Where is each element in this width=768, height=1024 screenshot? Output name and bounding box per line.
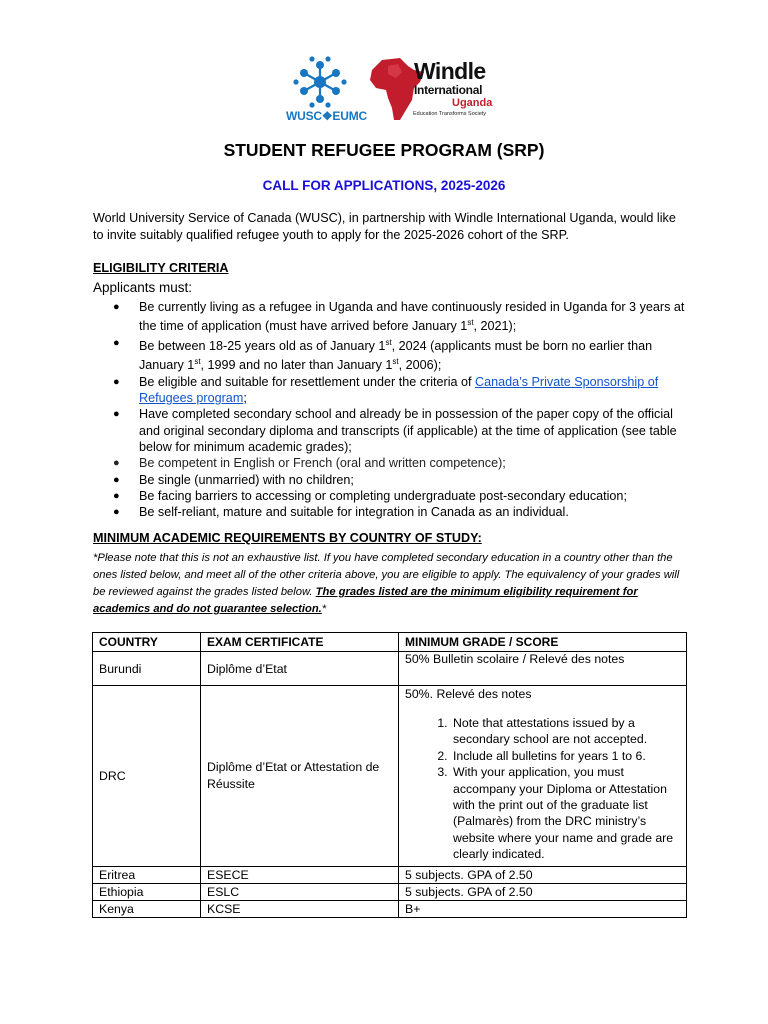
country-cell: Ethiopia xyxy=(93,884,201,901)
bullet-icon: ● xyxy=(113,457,120,470)
certificate-cell: ESECE xyxy=(201,867,399,884)
windle-wordmark: Windle xyxy=(414,58,486,84)
table-row xyxy=(93,686,687,867)
list-item: ● Be between 18-25 years old as of January 1st, 2024 (applicants must be born no earlier than January 1st, 1999 and no later than January 1st, 2006); xyxy=(113,336,653,373)
grade-cell: 5 subjects. GPA of 2.50 xyxy=(399,884,687,901)
table-header-row xyxy=(93,633,687,652)
requirements-table xyxy=(92,632,687,918)
eligibility-heading: ELIGIBILITY CRITERIA xyxy=(93,261,229,275)
call-for-applications-heading: CALL FOR APPLICATIONS, 2025-2026 xyxy=(262,178,506,193)
eligibility-list xyxy=(113,299,688,520)
applicants-must-label: Applicants must: xyxy=(93,280,193,295)
table-row xyxy=(93,901,687,918)
list-item: ● Be self-reliant, mature and suitable for integration in Canada as an individual. xyxy=(113,505,569,520)
bullet-icon: ● xyxy=(113,408,120,421)
certificate-cell: Diplôme d’Etat xyxy=(201,652,399,686)
bullet-icon: ● xyxy=(113,336,120,349)
document-title: STUDENT REFUGEE PROGRAM (SRP) xyxy=(223,140,545,160)
list-item: 1. Note that attestations issued by a secondary school are not accepted. xyxy=(451,715,680,748)
country-cell: Kenya xyxy=(93,901,201,918)
grade-cell: 50%. Relevé des notes 1. Note that attestations issued by a secondary school are not accepted. 2. Include all bulletins for years 1 to 6. 3. With your application, you must accompany your Diploma or Attestation with the print out of the graduate list (Palmarès) from the DRC ministry’s website where your name and grade are clearly indicated. xyxy=(399,686,687,867)
grade-cell: B+ xyxy=(399,901,687,918)
list-item: ● Be competent in English or French (oral and written competence); xyxy=(113,456,506,471)
column-header: MINIMUM GRADE / SCORE xyxy=(399,633,687,652)
sponsorship-program-link[interactable]: Canada’s Private Sponsorship of Refugees program xyxy=(139,374,659,406)
column-header: COUNTRY xyxy=(93,633,201,652)
windle-uganda: Uganda xyxy=(452,97,493,109)
certificate-cell: Diplôme d’Etat or Attestation de Réussite xyxy=(201,686,399,867)
windle-international: International xyxy=(414,83,483,97)
table-row xyxy=(93,867,687,884)
grade-cell: 5 subjects. GPA of 2.50 xyxy=(399,867,687,884)
bullet-icon: ● xyxy=(113,506,120,519)
country-cell: Eritrea xyxy=(93,867,201,884)
list-item: ● Be currently living as a refugee in Uganda and have continuously resided in Uganda for 3 years at the time of application (must have arrived before January 1st, 2021); xyxy=(113,300,685,334)
list-item: 2. Include all bulletins for years 1 to 6. xyxy=(451,748,680,764)
country-cell: Burundi xyxy=(93,652,201,686)
bullet-icon: ● xyxy=(113,375,120,388)
certificate-cell: ESLC xyxy=(201,884,399,901)
academic-requirements-heading: MINIMUM ACADEMIC REQUIREMENTS BY COUNTRY OF STUDY: xyxy=(93,531,482,545)
drc-notes-list xyxy=(405,715,680,863)
country-cell: DRC xyxy=(93,686,201,867)
bullet-icon: ● xyxy=(113,473,120,486)
list-item: ● Be eligible and suitable for resettlement under the criteria of Canada’s Private Sponsorship of Refugees program; xyxy=(113,374,659,406)
table-row xyxy=(93,884,687,901)
list-item: ● Be single (unmarried) with no children; xyxy=(113,472,354,487)
intro-paragraph: World University Service of Canada (WUSC), in partnership with Windle International Uganda, would like to invite suitably qualified refugee youth to apply for the 2025-2026 cohort of the SRP. xyxy=(93,211,676,242)
bullet-icon: ● xyxy=(113,489,120,502)
wusc-logo-icon xyxy=(288,56,352,110)
list-item: ● Be facing barriers to accessing or completing undergraduate post-secondary education; xyxy=(113,488,627,503)
wusc-wordmark: WUSC❖EUMC xyxy=(286,109,367,123)
list-item: ● Have completed secondary school and already be in possession of the paper copy of the official and original secondary diploma and transcripts (if applicable) at the time of application (see table below for minimum academic grades); xyxy=(113,407,677,454)
bullet-icon: ● xyxy=(113,301,120,313)
list-item: 3. With your application, you must accompany your Diploma or Attestation with the print out of the graduate list (Palmarès) from the DRC ministry’s website where your name and grade are clearly indicated. xyxy=(451,764,680,862)
grade-cell: 50% Bulletin scolaire / Relevé des notes xyxy=(399,652,687,686)
partner-logos xyxy=(286,56,506,126)
table-row xyxy=(93,652,687,686)
requirements-note: *Please note that this is not an exhaustive list. If you have completed secondary education in a country other than the ones listed below, and meet all of the other criteria above, you are eligible to apply. The equivalency of your grades will be reviewed against the grades listed below. The grades listed are the minimum eligibility requirement for academics and do not guarantee selection.* xyxy=(93,552,680,615)
column-header: EXAM CERTIFICATE xyxy=(201,633,399,652)
windle-tagline: Education Transforms Society xyxy=(413,111,487,117)
certificate-cell: KCSE xyxy=(201,901,399,918)
